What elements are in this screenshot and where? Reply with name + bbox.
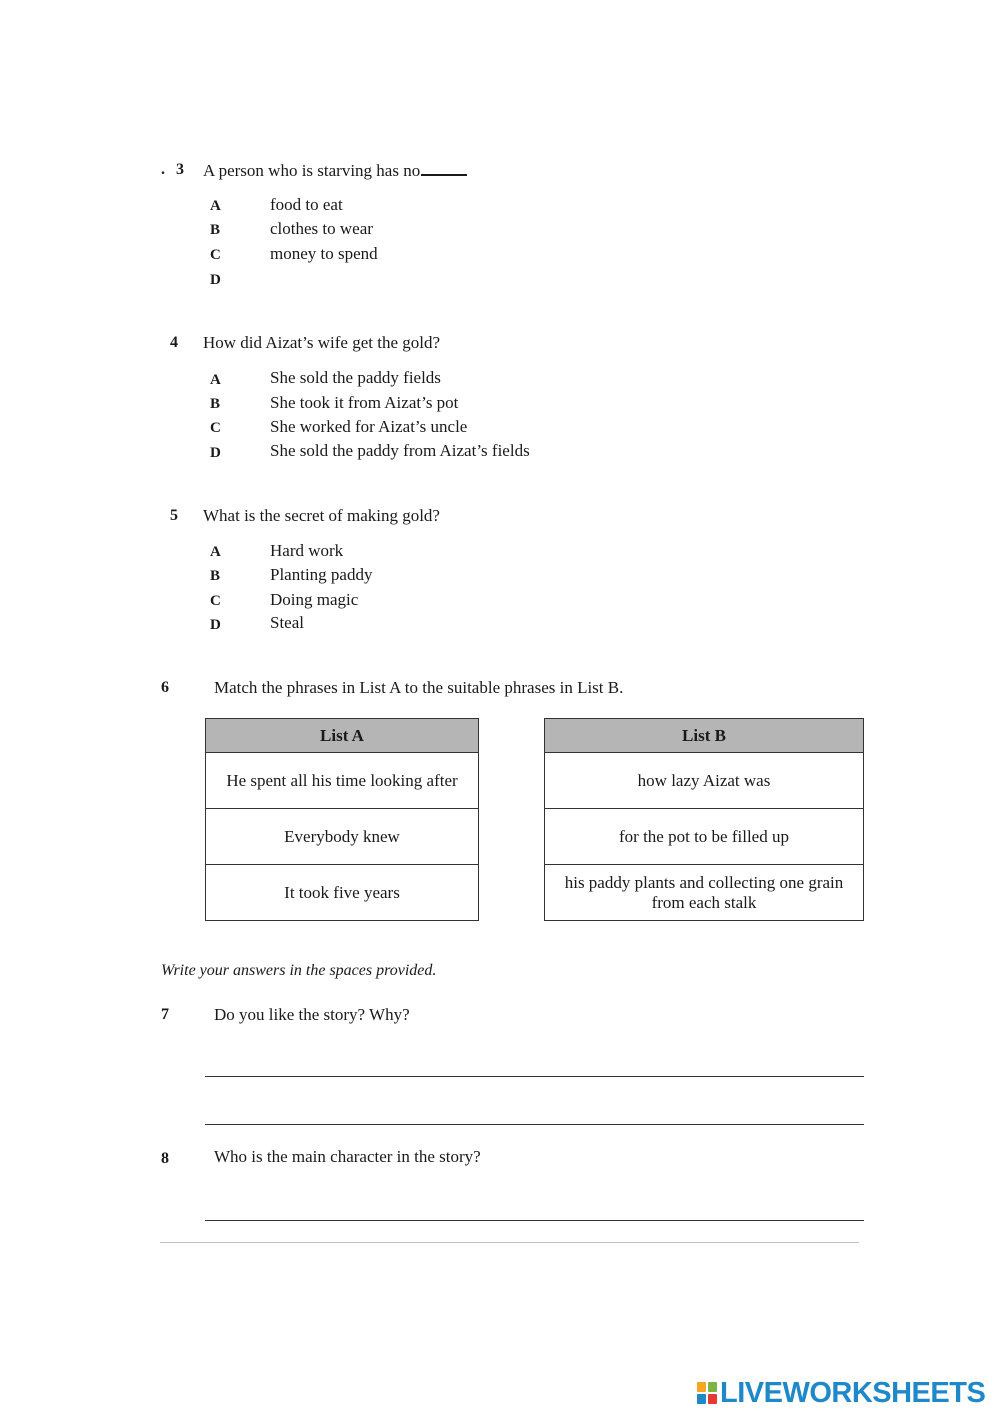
option-letter: B	[210, 396, 221, 412]
logo-square	[708, 1394, 717, 1404]
option-letter: D	[210, 617, 221, 633]
logo-square	[708, 1382, 717, 1392]
logo-square	[697, 1394, 706, 1404]
question-prefix: .	[161, 161, 165, 178]
option-letter: C	[210, 420, 221, 436]
question-number: 6	[161, 679, 169, 696]
list-b-item[interactable]: for the pot to be filled up	[545, 809, 864, 865]
option-text[interactable]: She sold the paddy from Aizat’s fields	[270, 441, 530, 460]
logo-text: LIVEWORKSHEETS	[720, 1376, 986, 1409]
option-letter: C	[210, 593, 221, 609]
list-b-table	[544, 718, 864, 921]
liveworksheets-icon	[697, 1382, 717, 1404]
list-a-item[interactable]: Everybody knew	[206, 809, 479, 865]
question-text: What is the secret of making gold?	[203, 506, 440, 525]
option-text[interactable]: She took it from Aizat’s pot	[270, 393, 459, 412]
list-b-header: List B	[545, 719, 864, 753]
option-text[interactable]: Planting paddy	[270, 565, 373, 584]
written-instruction: Write your answers in the spaces provided.	[161, 962, 437, 979]
list-b-item[interactable]: his paddy plants and collecting one grain from each stalk	[545, 865, 864, 921]
option-letter: B	[210, 222, 221, 238]
list-a-table	[205, 718, 479, 921]
question-number: 8	[161, 1150, 169, 1167]
fill-blank[interactable]	[421, 160, 467, 176]
option-letter: A	[210, 372, 221, 388]
question-number: 7	[161, 1006, 169, 1023]
list-a-item[interactable]: He spent all his time looking after	[206, 753, 479, 809]
answer-line[interactable]	[205, 1124, 864, 1125]
logo-square	[697, 1382, 706, 1392]
question-number: 4	[170, 334, 178, 351]
option-text[interactable]: food to eat	[270, 195, 343, 214]
option-letter: A	[210, 544, 221, 560]
question-text: How did Aizat’s wife get the gold?	[203, 333, 441, 352]
option-text[interactable]: Doing magic	[270, 590, 359, 609]
liveworksheets-logo	[697, 1378, 985, 1408]
question-number: 3	[176, 161, 184, 178]
footer-divider	[160, 1242, 859, 1243]
question-text: Do you like the story? Why?	[214, 1005, 410, 1024]
option-letter: A	[210, 198, 221, 214]
list-a-header: List A	[206, 719, 479, 753]
match-instruction: Match the phrases in List A to the suitable phrases in List B.	[214, 678, 624, 697]
option-text[interactable]: Steal	[270, 613, 304, 632]
option-text[interactable]: Hard work	[270, 541, 344, 560]
option-letter: D	[210, 445, 221, 461]
answer-line[interactable]	[205, 1220, 864, 1221]
question-text: A person who is starving has no	[203, 160, 467, 181]
option-letter: C	[210, 247, 221, 263]
option-letter: B	[210, 568, 221, 584]
option-text[interactable]: money to spend	[270, 244, 378, 263]
question-number: 5	[170, 507, 178, 524]
option-text[interactable]: clothes to wear	[270, 219, 373, 238]
option-letter: D	[210, 272, 221, 288]
question-text: Who is the main character in the story?	[214, 1147, 481, 1166]
list-a-item[interactable]: It took five years	[206, 865, 479, 921]
option-text[interactable]: She worked for Aizat’s uncle	[270, 417, 468, 436]
option-text[interactable]: She sold the paddy fields	[270, 368, 441, 387]
list-b-item[interactable]: how lazy Aizat was	[545, 753, 864, 809]
answer-line[interactable]	[205, 1076, 864, 1077]
